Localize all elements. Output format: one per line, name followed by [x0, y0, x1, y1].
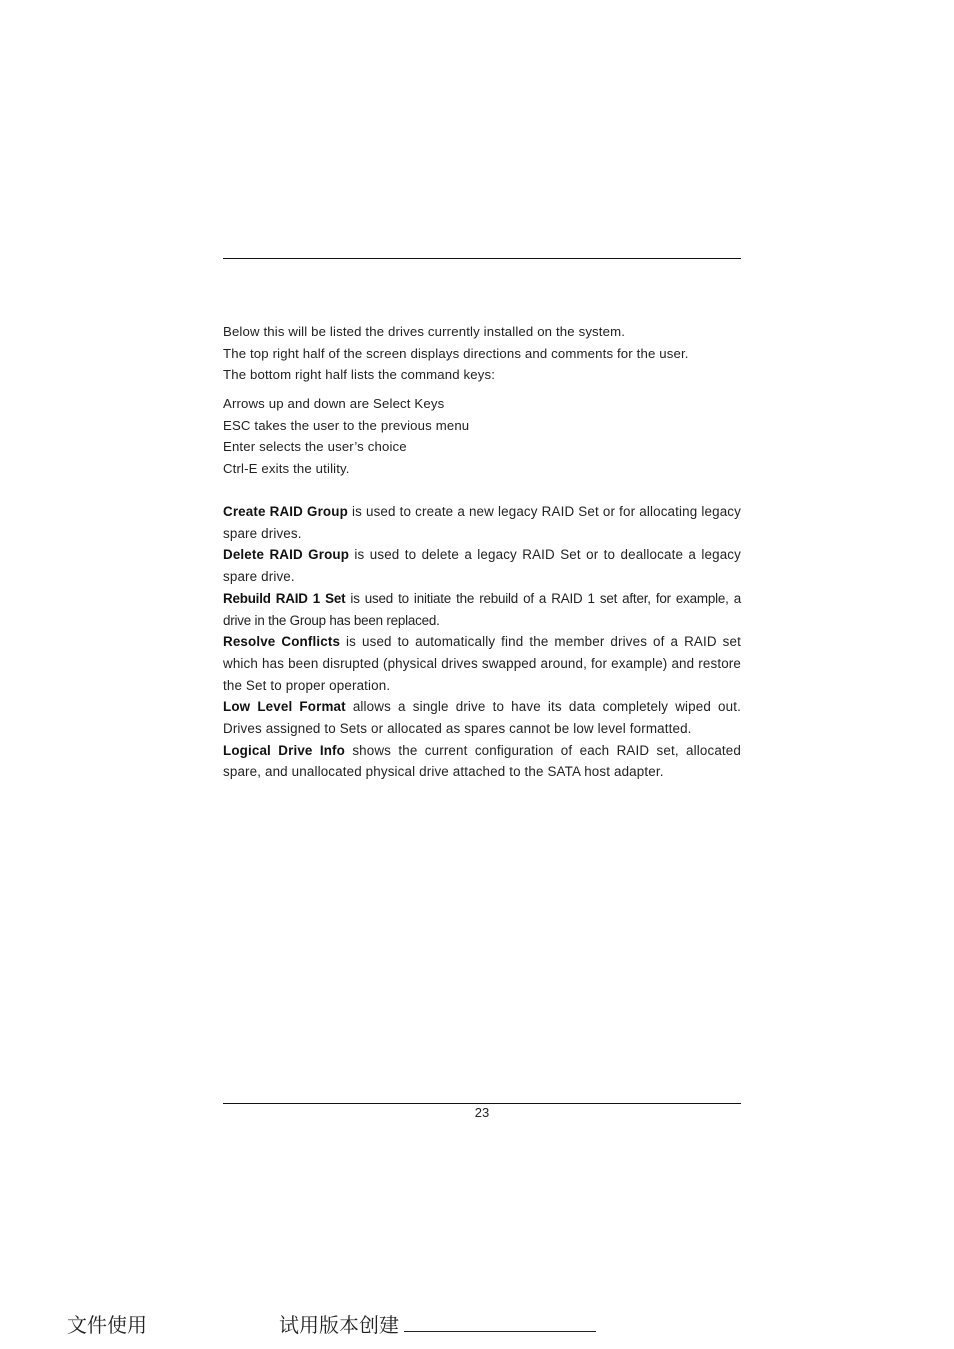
feature-resolve-conflicts: [223, 631, 741, 696]
feature-logical-drive-info: [223, 740, 741, 783]
feature-term: Delete RAID Group: [223, 547, 350, 563]
feature-desc: shows the current configuration of each RAID set, allocated spare, and unallocated physical drive attached to the SATA host adapter.: [223, 742, 741, 780]
command-keys-list: [223, 393, 741, 480]
command-key-line: Enter selects the user’s choice: [223, 439, 407, 455]
command-key-line: ESC takes the user to the previous menu: [223, 417, 470, 433]
footer-rule: [223, 1103, 741, 1104]
feature-desc: is used to initiate the rebuild of a RAID 1 set after, for example, a drive in the Group has been replaced.: [223, 590, 741, 628]
feature-descriptions: [223, 501, 741, 783]
feature-term: Rebuild RAID 1 Set: [223, 590, 346, 606]
feature-term: Create RAID Group: [223, 504, 348, 519]
feature-create-raid-group: [223, 501, 741, 544]
feature-rebuild-raid1-set: [223, 588, 741, 631]
feature-term: Low Level Format: [223, 699, 346, 715]
feature-delete-raid-group: [223, 544, 741, 587]
feature-term: Resolve Conflicts: [223, 634, 341, 650]
watermark-left-text: 文件使用: [67, 1313, 147, 1337]
feature-low-level-format: [223, 696, 741, 739]
command-key-line: Arrows up and down are Select Keys: [223, 396, 445, 411]
watermark-underline: [404, 1331, 596, 1332]
page-number: 23: [474, 1105, 490, 1120]
command-key-line: Ctrl-E exits the utility.: [223, 461, 350, 477]
feature-desc: is used to create a new legacy RAID Set or for allocating legacy spare drives.: [223, 504, 741, 541]
feature-desc: allows a single drive to have its data completely wiped out. Drives assigned to Sets or allocated as spares cannot be low level formatted.: [223, 699, 741, 737]
intro-paragraph: [223, 321, 741, 386]
feature-desc: is used to delete a legacy RAID Set or to deallocate a legacy spare drive.: [223, 547, 741, 585]
watermark-right-text: 试用版本创建: [279, 1313, 399, 1337]
feature-desc: is used to automatically find the member drives of a RAID set which has been disrupted (physical drives swapped around, for example) and restore the Set to proper operation.: [223, 634, 741, 693]
intro-line: The bottom right half lists the command keys:: [223, 367, 496, 383]
feature-term: Logical Drive Info: [223, 742, 345, 758]
intro-line: Below this will be listed the drives currently installed on the system.: [223, 324, 626, 339]
header-rule: [223, 258, 741, 259]
intro-line: The top right half of the screen displays directions and comments for the user.: [223, 345, 689, 361]
